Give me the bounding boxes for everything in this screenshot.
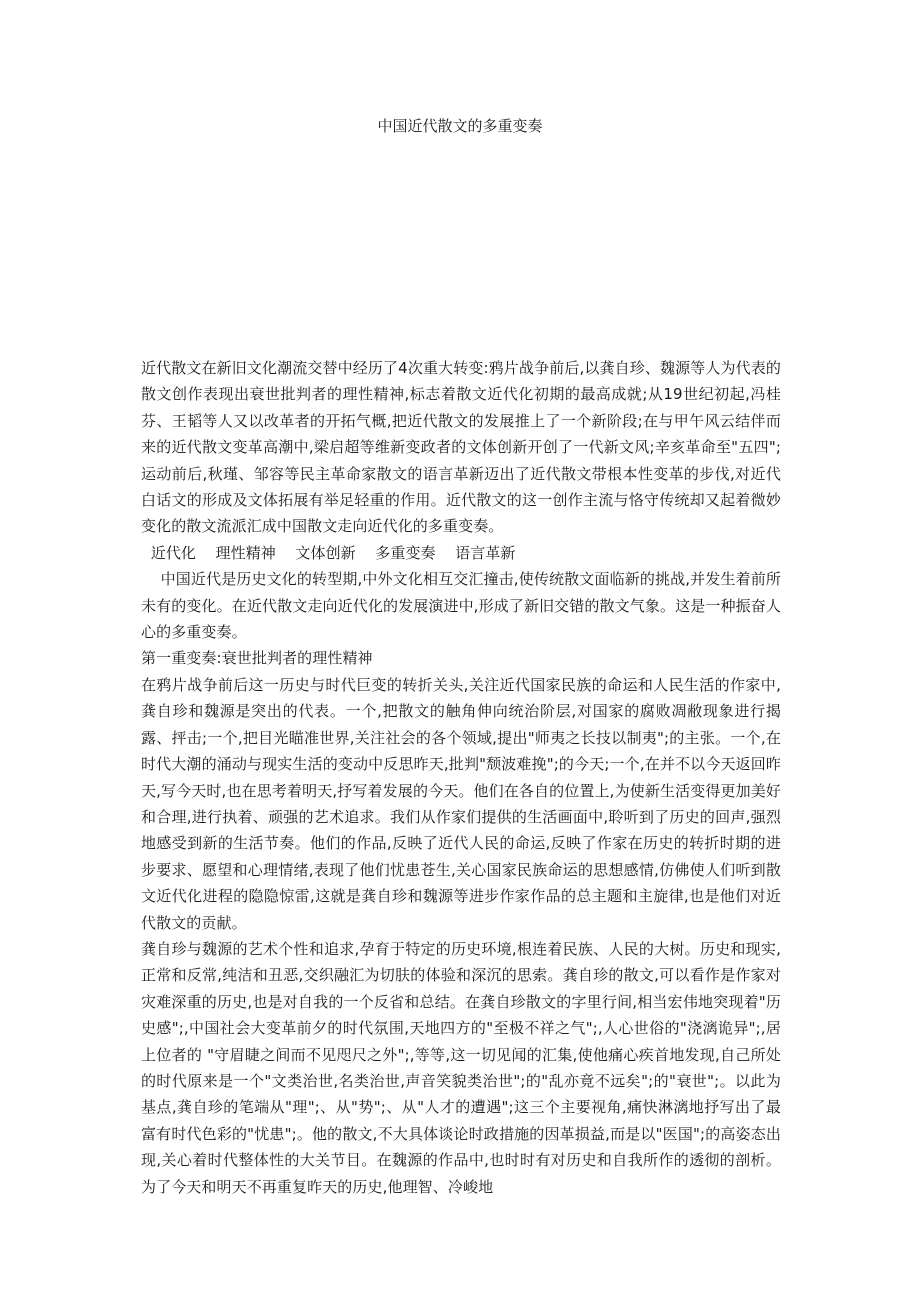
intro-paragraph: 中国近代是历史文化的转型期,中外文化相互交汇撞击,使传统散文面临新的挑战,并发生着前所未有的变化。在近代散文走向近代化的发展演进中,形成了新旧交错的散文气象。这是一种振奋人心的多重变奏。	[141, 570, 781, 642]
body-paragraph-1: 在鸦片战争前后这一历史与时代巨变的转折关头,关注近代国家民族的命运和人民生活的作家中,龚自珍和魏源是突出的代表。一个,把散文的触角伸向统治阶层,对国家的腐败凋敝现象进行揭露、抨击;一个,把目光瞄准世界,关注社会的各个领域,提出"师夷之长技以制夷";的主张。一个,在时代大潮的涌动与现实生活的变动中反思昨天,批判"颓波难挽";的今天;一个,在并不以今天返回昨天,写今天时,也在思考着明天,抒写着发展的今天。他们在各自的位置上,为使新生活变得更加美好和合理,进行执着、顽强的艺术追求。我们从作家们提供的生活画面中,聆听到了历史的回声,强烈地感受到新的生活节奏。他们的作品,反映了近代人民的命运,反映了作家在历史的转折时期的进步要求、愿望和心理情绪,表现了他们忧患苍生,关心国家民族命运的思想感情,仿佛使人们听到散文近代化进程的隐隐惊雷,这就是龚自珍和魏源等进步作家作品的总主题和主旋律,也是他们对近代散文的贡献。	[141, 675, 781, 932]
abstract-paragraph: 近代散文在新旧文化潮流交替中经历了4次重大转变:鸦片战争前后,以龚自珍、魏源等人为代表的散文创作表现出衰世批判者的理性精神,标志着散文近代化初期的最高成就;从19世纪初起,冯桂芬、王韬等人又以改革者的开拓气概,把近代散文的发展推上了一个新阶段;在与甲午风云结伴而来的近代散文变革高潮中,梁启超等维新变政者的文体创新开创了一代新文风;辛亥革命至"五四";运动前后,秋瑾、邹容等民主革命家散文的语言革新迈出了近代散文带根本性变革的步伐,对近代白话文的形成及文体拓展有举足轻重的作用。近代散文的这一创作主流与恪守传统却又起着微妙变化的散文流派汇成中国散文走向近代化的多重变奏。	[141, 359, 781, 536]
section-heading: 第一重变奏:衰世批判者的理性精神	[141, 649, 373, 668]
body-paragraph-2: 龚自珍与魏源的艺术个性和追求,孕育于特定的历史环境,根连着民族、人民的大树。历史和现实,正常和反常,纯洁和丑恶,交织融汇为切肤的体验和深沉的思索。龚自珍的散文,可以看作是作家对灾难深重的历史,也是对自我的一个反省和总结。在龚自珍散文的字里行间,相当宏伟地突现着"历史感";,中国社会大变革前夕的时代氛围,天地四方的"至极不祥之气";,人心世俗的"浇漓诡异";,居上位者的 "守眉睫之间而不见咫尺之外";,等等,这一切见闻的汇集,使他痛心疾首地发现,自己所处的时代原来是一个"文类治世,名类治世,声音笑貌类治世";的"乱亦竟不远矣";的"衰世";。以此为基点,龚自珍的笔端从"理";、从"势";、从"人才的遭遇";这三个主要视角,痛快淋漓地抒写出了最富有时代色彩的"忧患";。他的散文,不大具体谈论时政措施的因革损益,而是以"医国";的高姿态出现,关心着时代整体性的大关节目。在魏源的作品中,也时时有对历史和自我所作的透彻的剖析。为了今天和明天不再重复昨天的历史,他理智、冷峻地	[141, 939, 781, 1196]
document-title: 中国近代散文的多重变奏	[377, 117, 543, 135]
document-body	[141, 355, 781, 1200]
keywords-line: 近代化 理性精神 文体创新 多重变奏 语言革新	[141, 543, 516, 562]
